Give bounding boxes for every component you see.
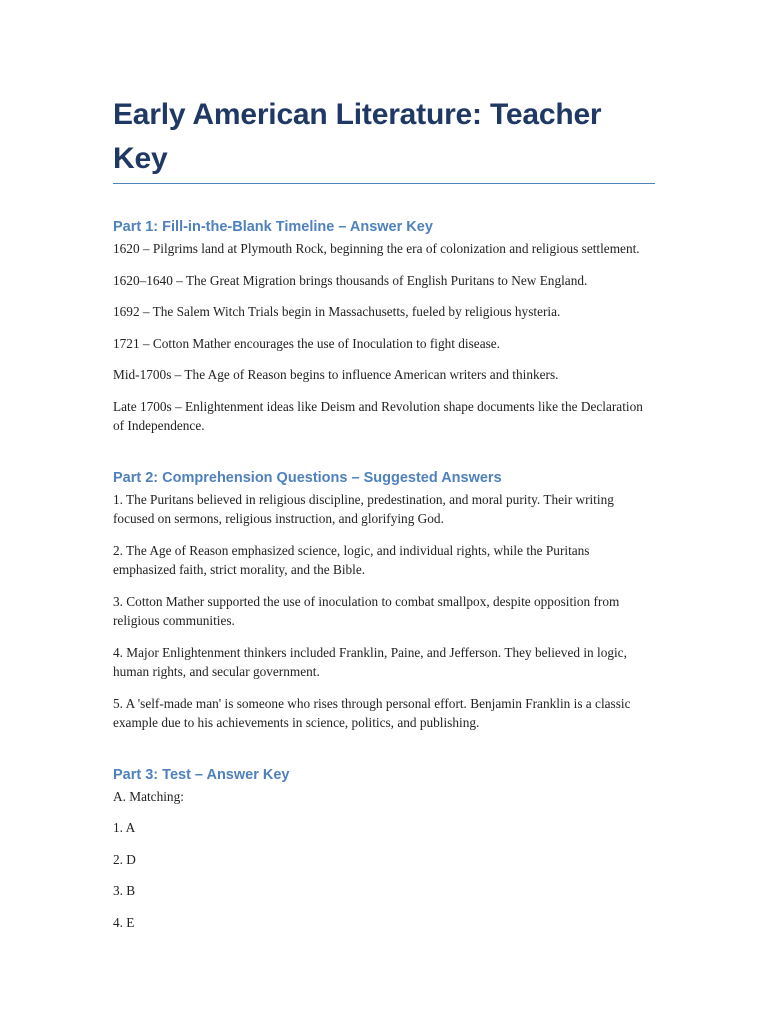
part3-item-3: 3. B	[113, 883, 136, 898]
part1-item-2: 1620–1640 – The Great Migration brings thousands of English Puritans to New England.	[113, 272, 588, 288]
part2-heading: Part 2: Comprehension Questions – Suggested Answers	[113, 469, 502, 486]
part3-item-4: 4. E	[113, 914, 135, 930]
part2-item-1: 1. The Puritans believed in religious discipline, predestination, and moral purity. Their writing focused on sermons, religious instruction, and glorifying God.	[113, 491, 614, 526]
part3-item-matching: A. Matching:	[113, 788, 184, 804]
document-page	[113, 93, 655, 932]
part1-heading: Part 1: Fill-in-the-Blank Timeline – Answer Key	[113, 219, 433, 235]
part1-item-3: 1692 – The Salem Witch Trials begin in Massachusetts, fueled by religious hysteria.	[113, 304, 561, 319]
part3-item-2: 2. D	[113, 851, 136, 867]
part2-item-4: 4. Major Enlightenment thinkers included Franklin, Paine, and Jefferson. They believed in logic, human rights, and secular government.	[113, 644, 627, 679]
part3-item-1: 1. A	[113, 820, 136, 835]
part2-item-5: 5. A 'self-made man' is someone who rises through personal effort. Benjamin Franklin is a classic example due to his achievements in science, politics, and publishing.	[113, 695, 631, 730]
part1-item-1: 1620 – Pilgrims land at Plymouth Rock, beginning the era of colonization and religious settlement.	[113, 241, 640, 256]
part2-item-2: 2. The Age of Reason emphasized science, logic, and individual rights, while the Puritans emphasized faith, strict morality, and the Bible.	[113, 542, 590, 577]
part3-heading: Part 3: Test – Answer Key	[113, 766, 290, 783]
part1-item-5: Mid-1700s – The Age of Reason begins to influence American writers and thinkers.	[113, 367, 559, 382]
part1-item-6: Late 1700s – Enlightenment ideas like Deism and Revolution shape documents like the Declaration of Independence.	[113, 398, 643, 433]
page-title: Early American Literature: Teacher Key	[113, 93, 655, 184]
part1-item-4: 1721 – Cotton Mather encourages the use of Inoculation to fight disease.	[113, 335, 500, 351]
part2-item-3: 3. Cotton Mather supported the use of inoculation to combat smallpox, despite opposition from religious communities.	[113, 593, 620, 628]
